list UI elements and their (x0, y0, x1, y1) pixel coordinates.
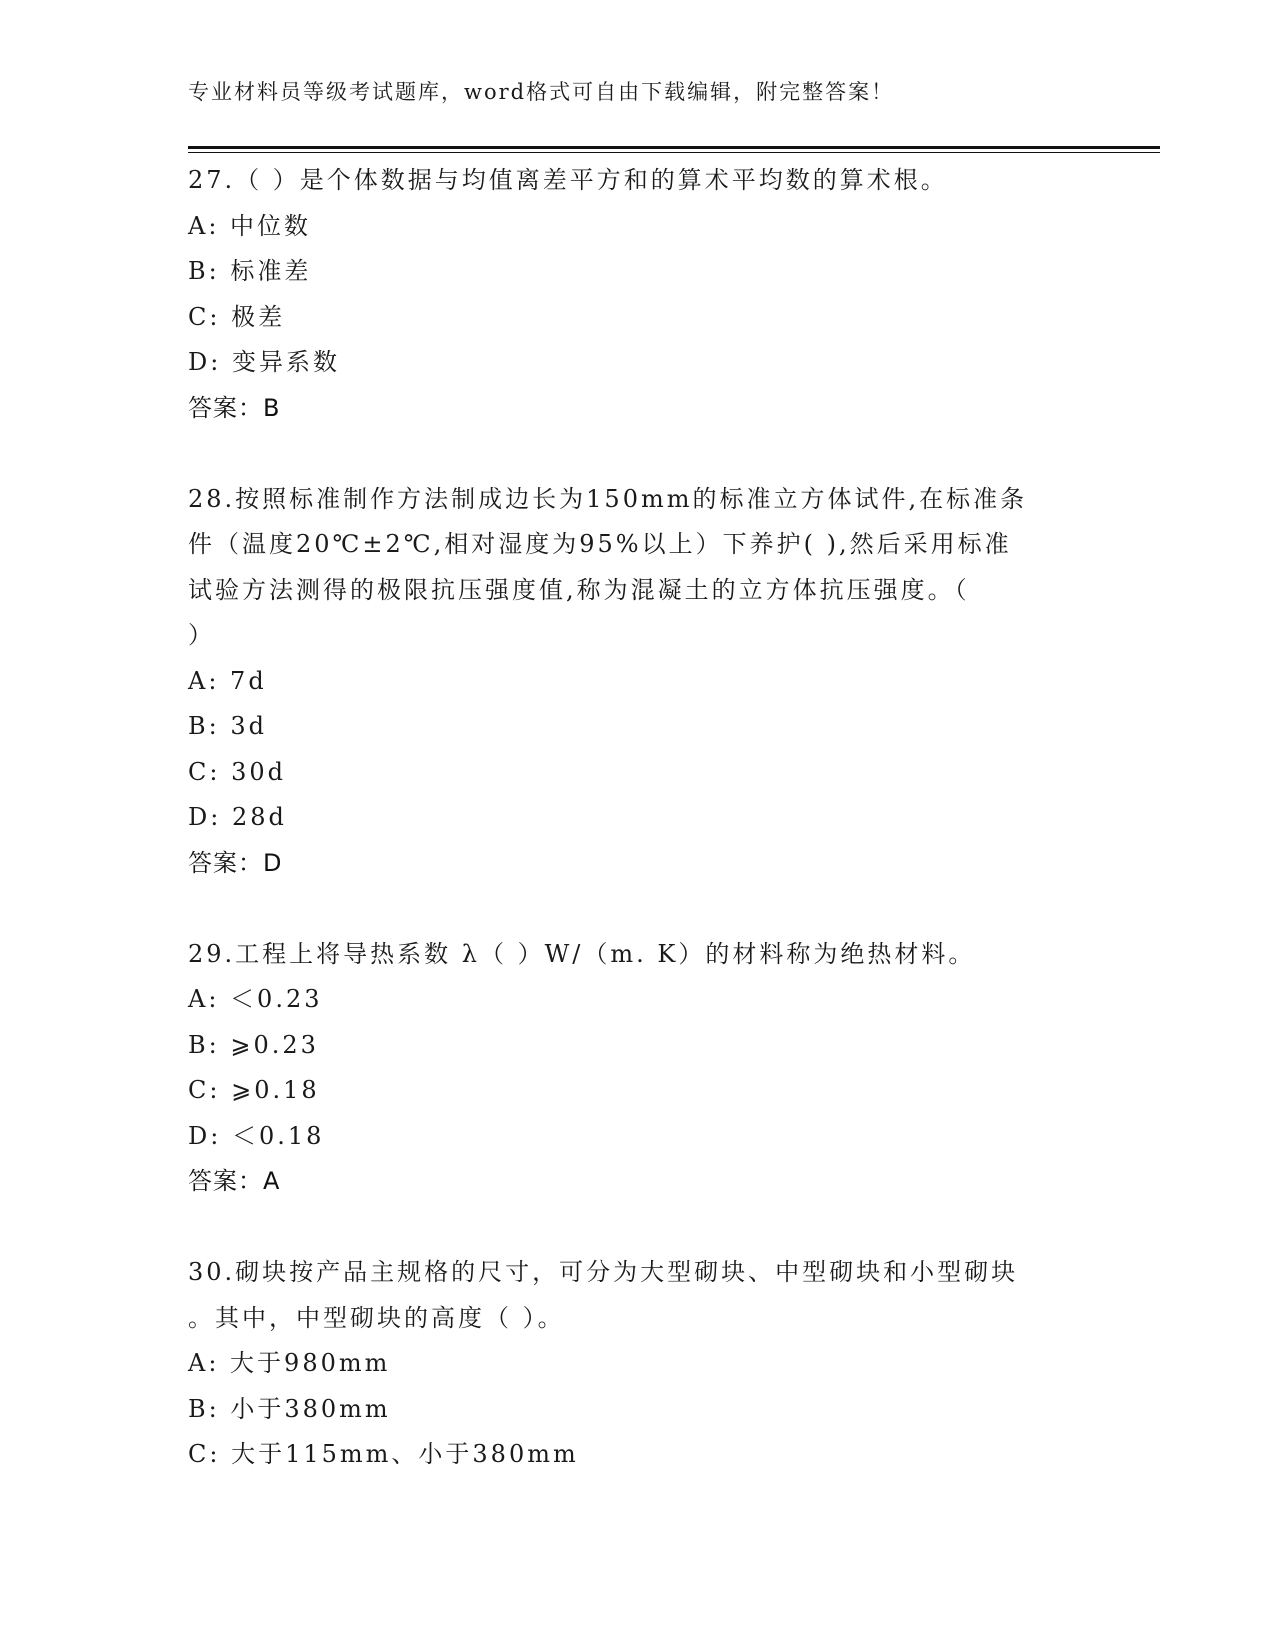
answer: 答案：A (188, 1167, 281, 1195)
option-a: A: 7d (188, 666, 267, 695)
option-c: C: 大于115mm、小于380mm (188, 1440, 579, 1468)
question-stem-line: 28.按照标准制作方法制成边长为150mm的标准立方体试件,在标准条 (188, 484, 1028, 513)
question-30 (188, 1250, 1088, 1478)
question-29 (188, 932, 1088, 1205)
header-divider-thin (188, 152, 1160, 153)
answer: 答案：D (188, 848, 283, 877)
option-a: A: 中位数 (188, 211, 312, 240)
question-28 (188, 477, 1088, 887)
option-b: B: 小于380mm (188, 1394, 391, 1423)
option-b: B: 3d (188, 712, 267, 740)
question-stem-line: 30.砌块按产品主规格的尺寸，可分为大型砌块、中型砌块和小型砌块 (188, 1258, 1019, 1286)
question-27 (188, 158, 1088, 431)
question-list (188, 158, 1088, 1478)
question-stem-line: 试验方法测得的极限抗压强度值,称为混凝土的立方体抗压强度。（ (188, 575, 970, 604)
spacer (188, 886, 1088, 932)
spacer (188, 1205, 1088, 1251)
option-d: D: ＜0.18 (188, 1121, 325, 1150)
page-header: 专业材料员等级考试题库，word格式可自由下载编辑，附完整答案！ (188, 80, 895, 104)
option-c: C: 30d (188, 757, 286, 786)
spacer (188, 431, 1088, 477)
option-b: B: ⩾0.23 (188, 1030, 319, 1059)
option-c: C: ⩾0.18 (188, 1076, 320, 1104)
option-c: C: 极差 (188, 302, 286, 331)
header-divider-thick (188, 146, 1160, 149)
option-d: D: 28d (188, 803, 287, 831)
answer: 答案：B (188, 393, 281, 422)
question-stem-line: 。其中，中型砌块的高度（ ）。 (188, 1303, 565, 1332)
question-stem-line: ） (188, 621, 215, 649)
question-stem-line: 件（温度20℃±2℃,相对湿度为95%以上）下养护( ),然后采用标准 (188, 530, 1012, 558)
option-b: B: 标准差 (188, 257, 312, 285)
option-d: D: 变异系数 (188, 348, 340, 376)
option-a: A: 大于980mm (188, 1349, 391, 1377)
question-stem: 29.工程上将导热系数 λ（ ）W/（m. K）的材料称为绝热材料。 (188, 939, 976, 968)
question-stem: 27.（ ）是个体数据与均值离差平方和的算术平均数的算术根。 (188, 166, 948, 194)
option-a: A: ＜0.23 (188, 985, 323, 1013)
